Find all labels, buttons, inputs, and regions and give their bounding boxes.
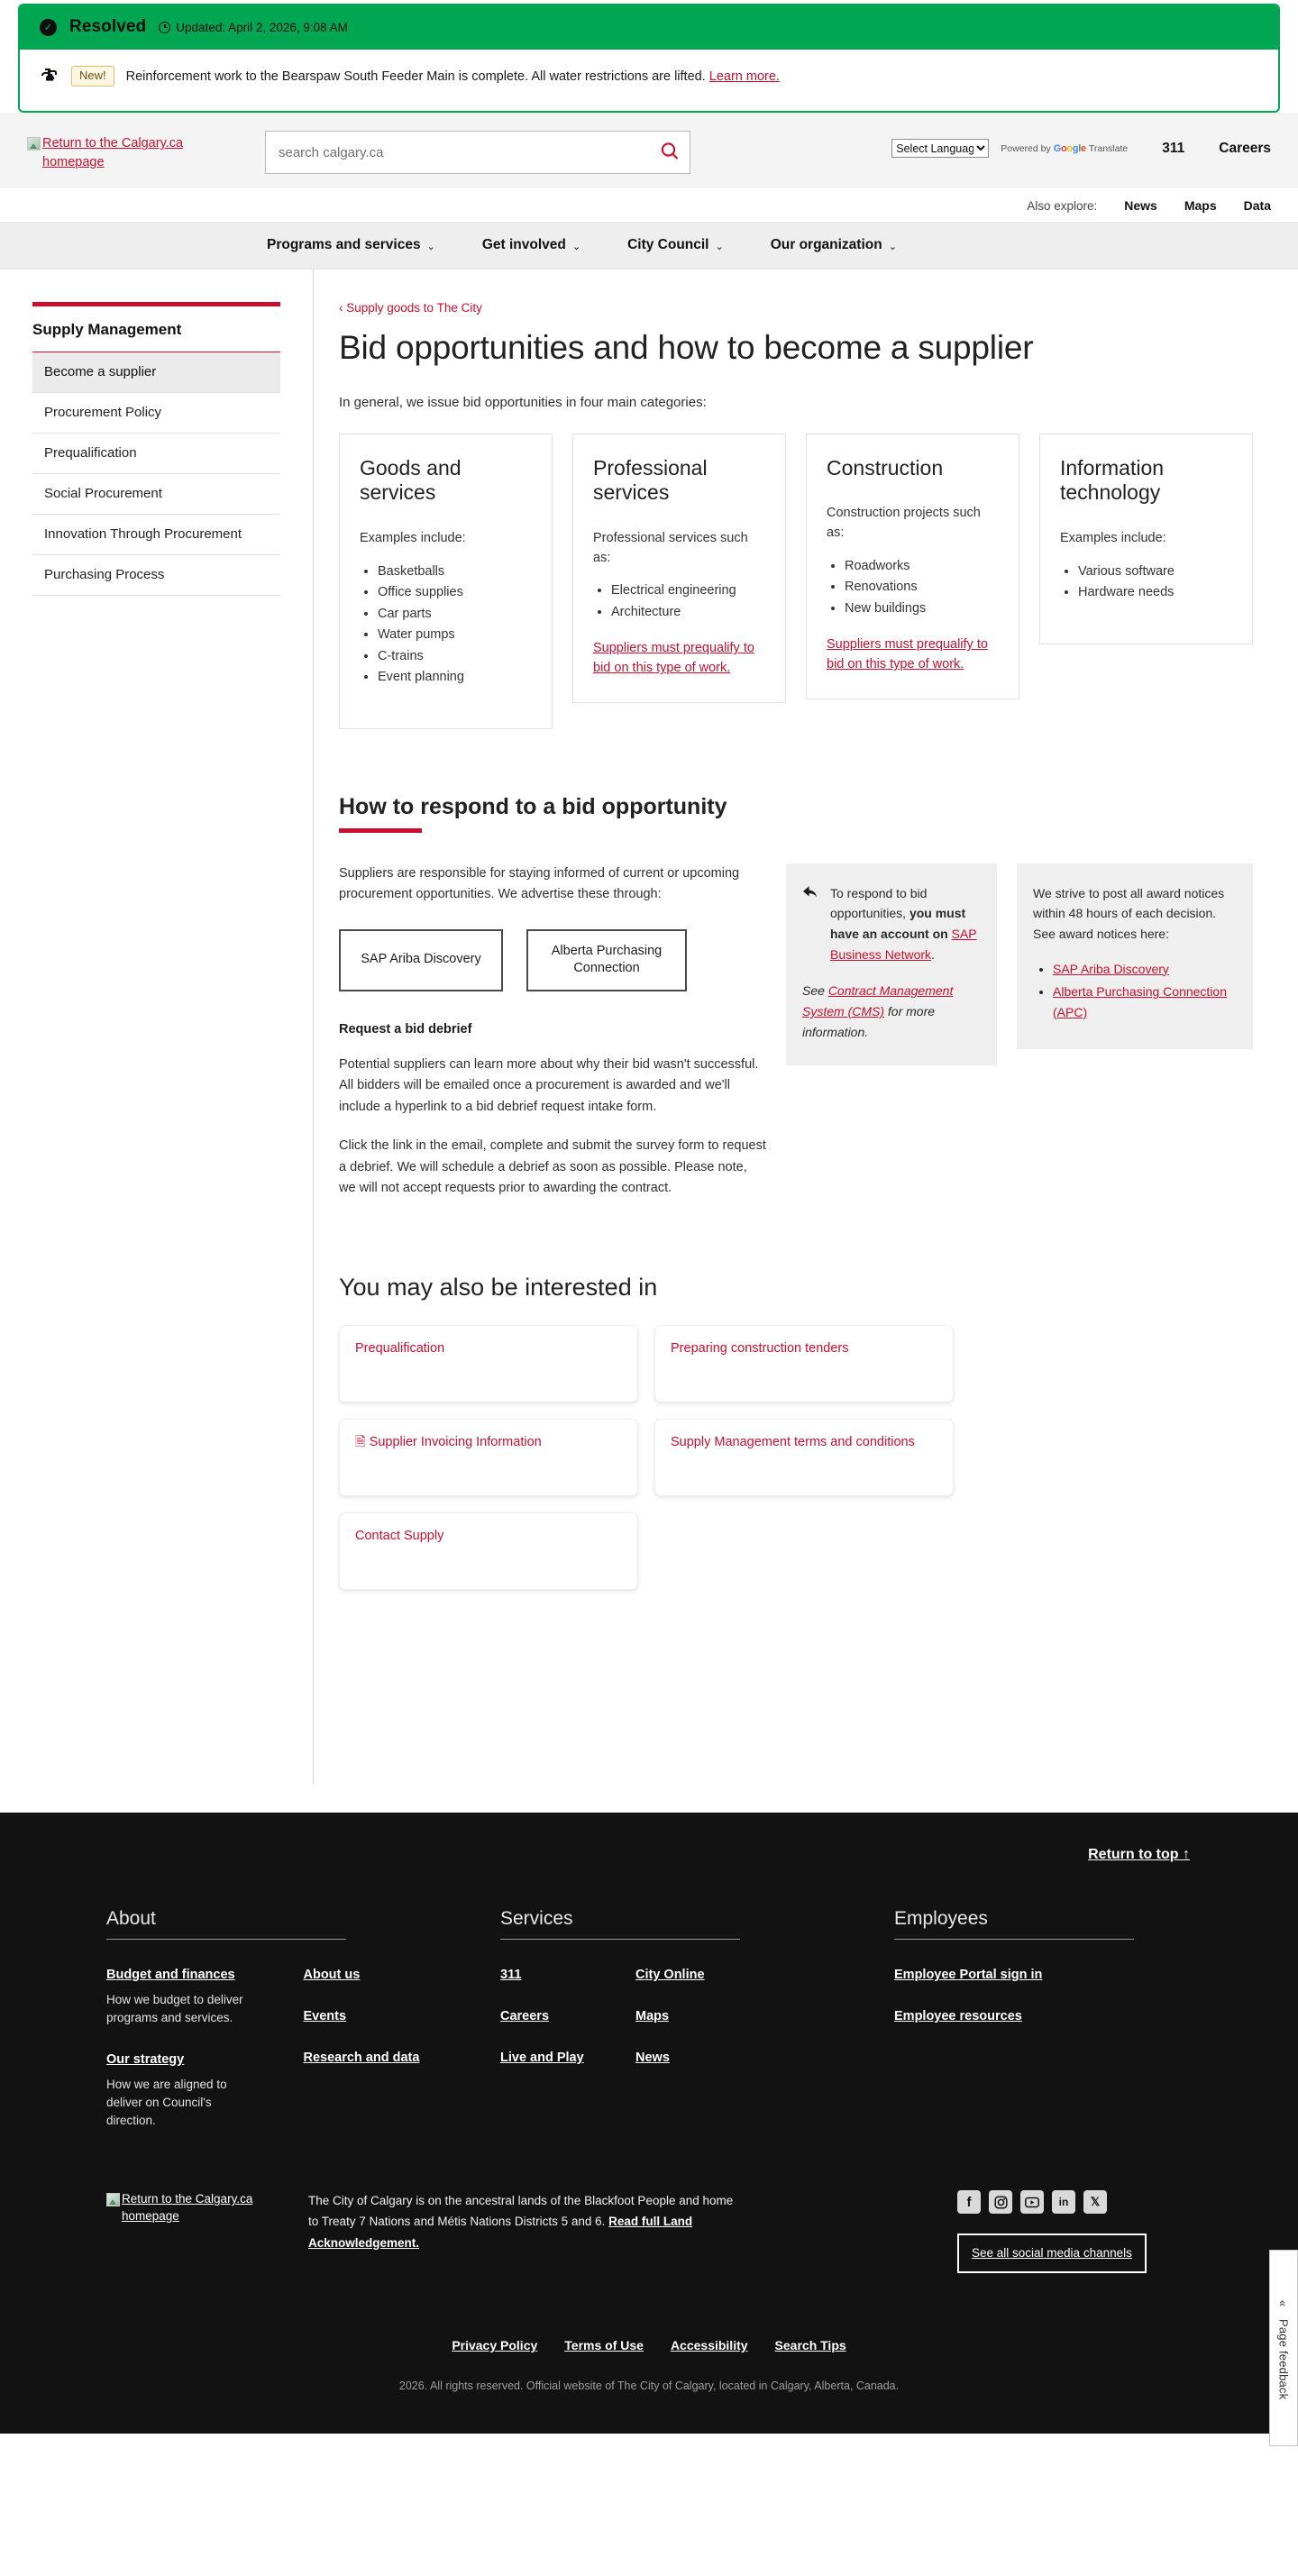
land-acknowledgement-link[interactable]: Read full Land Acknowledgement. bbox=[308, 2215, 693, 2250]
land-acknowledgement bbox=[296, 2190, 737, 2253]
footer-item bbox=[500, 2050, 635, 2066]
list-item: • Electrical engineering bbox=[611, 580, 767, 601]
footer-subcol-a bbox=[106, 1967, 304, 2154]
footer-logo-link[interactable] bbox=[106, 2190, 296, 2224]
translate-label: Translate bbox=[1088, 142, 1129, 154]
interested-heading: You may also be interested in bbox=[339, 1273, 658, 1301]
footer-link-desc: How we are aligned to deliver on Council's direction. bbox=[106, 2078, 227, 2127]
sidebar-title: Supply Management bbox=[32, 321, 182, 339]
list-item bbox=[1053, 959, 1235, 980]
pdf-file-icon: 🗎 bbox=[355, 1434, 366, 1449]
debrief-paragraph-2: Click the link in the email, complete and submit the survey form to request a debrief. We will schedule a debrief as soon as possible. Please note, we will not accept requests prior to awarding the contract. bbox=[339, 1138, 766, 1196]
footer-link-311[interactable]: 311 bbox=[500, 1968, 522, 1983]
main-content bbox=[314, 269, 1298, 1643]
google-logo: Google bbox=[1053, 142, 1086, 154]
footer-item bbox=[500, 2008, 635, 2024]
footer-link-our-strategy[interactable]: Our strategy bbox=[106, 2052, 185, 2068]
callout-award-notices bbox=[1017, 863, 1253, 1049]
tile-label: Contact Supply bbox=[355, 1528, 444, 1543]
chevron-down-icon: ⌄ bbox=[426, 241, 435, 252]
search-submit-button[interactable] bbox=[654, 136, 685, 169]
site-logo-alt-text: Return to the Calgary.ca homepage bbox=[42, 136, 184, 169]
list-item: • Event planning bbox=[378, 667, 534, 688]
sidebar-item-social-procurement[interactable] bbox=[32, 474, 280, 515]
footer-subcol-a bbox=[500, 1967, 635, 2091]
sidebar-item-label: Purchasing Process bbox=[44, 567, 165, 583]
x-twitter-icon[interactable]: 𝕏 bbox=[1083, 2190, 1107, 2214]
footer-link-careers[interactable]: Careers bbox=[500, 2009, 550, 2024]
category-list bbox=[1078, 562, 1234, 604]
return-to-top-link[interactable]: Return to top ↑ bbox=[1088, 1847, 1190, 1863]
category-lead: Examples include: bbox=[1060, 530, 1166, 545]
prequalify-link[interactable]: Suppliers must prequalify to bid on this type of work. bbox=[593, 641, 754, 676]
footer-link-events[interactable]: Events bbox=[303, 2009, 347, 2024]
page-feedback-tab[interactable] bbox=[1269, 2250, 1298, 2446]
footer-item bbox=[500, 1967, 635, 1983]
also-explore-bar bbox=[0, 188, 1298, 222]
footer-middle bbox=[0, 2154, 1298, 2273]
footer-links-employees bbox=[894, 1967, 1192, 2050]
footer-subcol-a bbox=[894, 1967, 1192, 2050]
legal-link-search-tips[interactable]: Search Tips bbox=[774, 2338, 846, 2353]
alert-updated bbox=[159, 21, 348, 34]
tile-label: Preparing construction tenders bbox=[671, 1340, 849, 1356]
broken-image-icon bbox=[27, 137, 41, 151]
callout-pre: To respond to bid opportunities, bbox=[830, 885, 928, 921]
sidebar-item-become-a-supplier[interactable] bbox=[32, 352, 280, 393]
footer-heading-about: About bbox=[106, 1908, 346, 1940]
chevron-down-icon: ⌄ bbox=[571, 241, 581, 252]
alert-message bbox=[126, 66, 780, 87]
alert-updated-text: Updated: April 2, 2026, 9:08 AM bbox=[176, 20, 348, 34]
sidebar-item-procurement-policy[interactable] bbox=[32, 393, 280, 434]
callout-bold: you must have an account on bbox=[830, 906, 966, 941]
see-all-social-button[interactable] bbox=[957, 2233, 1147, 2273]
category-list bbox=[611, 580, 767, 623]
main-navigation bbox=[0, 222, 1298, 269]
footer-social bbox=[957, 2190, 1192, 2273]
cms-link[interactable]: Contract Management System (CMS) bbox=[802, 983, 954, 1019]
double-chevron-icon: « bbox=[1276, 2299, 1291, 2307]
list-item bbox=[1053, 982, 1235, 1022]
page-feedback-label: Page feedback bbox=[1276, 2318, 1291, 2400]
chevron-down-icon: ⌄ bbox=[888, 241, 897, 252]
footer-link-employee-resources[interactable]: Employee resources bbox=[894, 2009, 1022, 2024]
nav-our-organization[interactable] bbox=[771, 237, 897, 253]
breadcrumb-label: Supply goods to The City bbox=[346, 301, 482, 315]
respond-section bbox=[339, 863, 1253, 1218]
header-link-311[interactable]: 311 bbox=[1162, 140, 1185, 156]
sidebar-item-innovation-through-procurement[interactable] bbox=[32, 515, 280, 555]
callout-text bbox=[830, 883, 979, 965]
footer-column-employees bbox=[894, 1908, 1192, 2154]
callout-cms-note bbox=[802, 981, 979, 1042]
nav-city-council[interactable] bbox=[627, 237, 724, 253]
tile-label: Supply Management terms and conditions bbox=[671, 1434, 915, 1449]
respond-intro: Suppliers are responsible for staying informed of current or upcoming procurement opportunities. We advertise these through: bbox=[339, 865, 740, 902]
tile-supply-management-terms-and-conditions[interactable] bbox=[654, 1419, 954, 1496]
category-card-goods-and-services bbox=[339, 434, 553, 729]
alert-banner-wrapper bbox=[0, 0, 1298, 113]
legal-link-privacy-policy[interactable]: Privacy Policy bbox=[452, 2338, 538, 2353]
site-header bbox=[0, 113, 1298, 188]
nav-label: Our organization bbox=[770, 237, 882, 253]
footer-columns bbox=[0, 1908, 1298, 2154]
footer-subcol-b bbox=[304, 1967, 501, 2154]
copyright-text: 2026. All rights reserved. Official website of The City of Calgary, located in Calgary, Alberta, Canada. bbox=[398, 2380, 900, 2393]
nav-label: City Council bbox=[627, 237, 709, 253]
footer-link-about-us[interactable]: About us bbox=[303, 1968, 361, 1983]
learn-more-link[interactable]: Learn more. bbox=[708, 69, 780, 84]
nav-label: Get involved bbox=[481, 237, 566, 253]
list-item: • Roadworks bbox=[845, 556, 1001, 577]
sidebar bbox=[0, 269, 314, 1784]
alert-header bbox=[20, 5, 1278, 50]
youtube-icon[interactable] bbox=[1020, 2190, 1044, 2214]
list-item: • Renovations bbox=[845, 577, 1001, 598]
sidebar-list bbox=[32, 352, 280, 596]
footer-link-city-online[interactable]: City Online bbox=[635, 1968, 705, 1983]
footer-item bbox=[304, 2008, 501, 2024]
chevron-down-icon: ⌄ bbox=[715, 241, 724, 252]
category-lead: Professional services such as: bbox=[593, 530, 748, 565]
sidebar-item-label: Procurement Policy bbox=[44, 405, 162, 421]
new-badge: New! bbox=[71, 66, 114, 87]
category-list bbox=[378, 562, 534, 689]
category-lead: Examples include: bbox=[360, 530, 466, 545]
award-text: We strive to post all award notices within 48 hours of each decision. See award notices here: bbox=[1033, 885, 1225, 941]
footer-subcol-b bbox=[635, 1967, 894, 2091]
footer-column-services bbox=[500, 1908, 894, 2154]
tile-label: Prequalification bbox=[355, 1340, 445, 1356]
list-item: • Architecture bbox=[611, 602, 767, 623]
also-explore-label: Also explore: bbox=[1027, 198, 1098, 213]
alert-banner bbox=[18, 4, 1280, 113]
facebook-icon[interactable]: f bbox=[957, 2190, 981, 2214]
alert-message-text: Reinforcement work to the Bearspaw South Feeder Main is complete. All water restrictions are lifted. bbox=[125, 69, 706, 84]
land-text: The City of Calgary is on the ancestral lands of the Blackfoot People and home to Treaty 7 Nations and Métis Nations Districts 5 and 6. bbox=[308, 2194, 734, 2229]
footer-legal-links bbox=[0, 2338, 1298, 2352]
debrief-paragraph-1: Potential suppliers can learn more about why their bid wasn't successful. All bidders will be emailed once a procurement is awarded and we'll include a hyperlink to a bid debrief request intake form. bbox=[339, 1056, 759, 1114]
breadcrumb[interactable]: ‹ Supply goods to The City bbox=[339, 301, 482, 315]
cms-post: for more information. bbox=[802, 1004, 936, 1039]
check-circle-icon: ✓ bbox=[40, 19, 57, 36]
list-item: • Office supplies bbox=[378, 582, 534, 603]
language-select[interactable] bbox=[891, 139, 989, 158]
category-lead: Construction projects such as: bbox=[827, 506, 981, 541]
footer-link-news[interactable]: News bbox=[635, 2051, 670, 2066]
respond-heading: How to respond to a bid opportunity bbox=[339, 793, 727, 819]
respond-section-header bbox=[339, 794, 1253, 833]
footer-heading-employees: Employees bbox=[894, 1908, 1134, 1940]
nav-programs-and-services[interactable] bbox=[267, 237, 435, 253]
category-title: Construction bbox=[827, 455, 944, 480]
sap-ariba-discovery-button[interactable]: SAP Ariba Discovery bbox=[339, 929, 503, 991]
sidebar-item-label: Social Procurement bbox=[44, 486, 162, 502]
linkedin-icon[interactable]: in bbox=[1052, 2190, 1075, 2214]
callout-account-required bbox=[786, 863, 997, 1066]
footer-item bbox=[106, 2051, 304, 2129]
see-all-social-link[interactable]: See all social media channels bbox=[972, 2246, 1132, 2261]
footer-link-research-and-data[interactable]: Research and data bbox=[303, 2051, 420, 2066]
social-icon-row bbox=[957, 2190, 1192, 2214]
category-card-information-technology bbox=[1039, 434, 1253, 644]
tile-supplier-invoicing-information[interactable] bbox=[339, 1419, 638, 1496]
interested-tiles bbox=[339, 1325, 1253, 1590]
water-tap-icon bbox=[40, 67, 59, 86]
sap-business-network-link[interactable]: SAP Business Network bbox=[830, 926, 977, 962]
footer-links-services bbox=[500, 1967, 894, 2091]
search-container bbox=[265, 131, 690, 174]
sidebar-item-purchasing-process[interactable] bbox=[32, 555, 280, 596]
award-link-sap-ariba[interactable]: SAP Ariba Discovery bbox=[1053, 961, 1169, 976]
category-list bbox=[845, 556, 1001, 619]
site-footer bbox=[0, 1813, 1298, 2434]
list-item: • Water pumps bbox=[378, 625, 534, 645]
powered-by-label: Powered by bbox=[1001, 142, 1051, 154]
list-item: • Car parts bbox=[378, 604, 534, 625]
list-item: • C-trains bbox=[378, 646, 534, 667]
tile-contact-supply[interactable] bbox=[339, 1512, 638, 1590]
footer-item bbox=[635, 2008, 894, 2024]
footer-column-about bbox=[106, 1908, 500, 2154]
debrief-heading: Request a bid debrief bbox=[339, 1021, 472, 1037]
footer-item bbox=[304, 2050, 501, 2066]
award-link-apc[interactable]: Alberta Purchasing Connection (APC) bbox=[1053, 984, 1228, 1019]
heading-underline bbox=[339, 828, 422, 833]
footer-link-maps[interactable]: Maps bbox=[635, 2009, 670, 2024]
footer-item bbox=[304, 1967, 501, 1983]
page-title: Bid opportunities and how to become a supplier bbox=[339, 329, 1034, 367]
footer-links-about bbox=[106, 1967, 500, 2154]
category-title: Goods and services bbox=[360, 455, 462, 505]
clock-icon bbox=[159, 22, 170, 33]
footer-item bbox=[635, 2050, 894, 2066]
also-explore-maps[interactable]: Maps bbox=[1184, 198, 1217, 214]
callout-inner bbox=[802, 883, 979, 965]
nav-label: Programs and services bbox=[267, 237, 421, 253]
legal-link-accessibility[interactable]: Accessibility bbox=[670, 2338, 748, 2353]
broken-image-icon bbox=[106, 2193, 120, 2206]
tile-preparing-construction-tenders[interactable] bbox=[654, 1325, 954, 1402]
award-links-list bbox=[1053, 959, 1235, 1023]
footer-link-live-and-play[interactable]: Live and Play bbox=[500, 2051, 584, 2066]
reply-arrow-icon bbox=[802, 885, 819, 907]
nav-get-involved[interactable] bbox=[482, 237, 580, 253]
tile-prequalification[interactable] bbox=[339, 1325, 638, 1402]
category-title: Professional services bbox=[593, 455, 708, 505]
return-to-top-wrapper bbox=[0, 1847, 1298, 1863]
footer-item bbox=[894, 1967, 1192, 1983]
legal-link-terms-of-use[interactable]: Terms of Use bbox=[564, 2338, 644, 2353]
page-body bbox=[0, 269, 1298, 1784]
footer-item bbox=[106, 1967, 304, 2026]
respond-left-column bbox=[339, 863, 766, 1218]
respond-button-row bbox=[339, 929, 766, 991]
footer-heading-services: Services bbox=[500, 1908, 740, 1940]
also-explore-data[interactable]: Data bbox=[1243, 198, 1271, 214]
sidebar-item-prequalification[interactable] bbox=[32, 434, 280, 474]
header-link-careers[interactable]: Careers bbox=[1219, 140, 1271, 156]
category-card-professional-services bbox=[572, 434, 786, 703]
list-item: • Basketballs bbox=[378, 562, 534, 582]
footer-item bbox=[894, 2008, 1192, 2024]
cms-pre: See bbox=[802, 983, 828, 999]
header-utility-area bbox=[891, 129, 1271, 158]
search-input[interactable] bbox=[265, 131, 690, 174]
list-item: • New buildings bbox=[845, 598, 1001, 619]
prequalify-link[interactable]: Suppliers must prequalify to bid on this type of work. bbox=[827, 637, 988, 672]
footer-link-budget-and-finances[interactable]: Budget and finances bbox=[106, 1968, 235, 1983]
alert-body bbox=[20, 50, 1278, 111]
footer-logo-alt-text: Return to the Calgary.ca homepage bbox=[122, 2192, 253, 2224]
callout-post: . bbox=[931, 946, 935, 962]
list-item: • Hardware needs bbox=[1078, 582, 1234, 603]
sidebar-top-rule bbox=[32, 302, 280, 306]
alberta-purchasing-connection-button[interactable]: Alberta Purchasing Connection bbox=[526, 929, 687, 991]
alert-status: Resolved bbox=[69, 17, 147, 36]
instagram-icon[interactable] bbox=[989, 2190, 1012, 2214]
tile-label: Supplier Invoicing Information bbox=[369, 1434, 542, 1449]
also-explore-news[interactable]: News bbox=[1124, 198, 1157, 214]
category-card-construction bbox=[806, 434, 1019, 699]
sidebar-item-label: Prequalification bbox=[44, 445, 137, 461]
sidebar-item-label: Become a supplier bbox=[44, 364, 157, 380]
footer-link-employee-portal-sign-in[interactable]: Employee Portal sign in bbox=[894, 1968, 1043, 1983]
site-logo-link[interactable] bbox=[27, 129, 252, 171]
intro-paragraph: In general, we issue bid opportunities in four main categories: bbox=[339, 394, 707, 410]
footer-item bbox=[635, 1967, 894, 1983]
category-card-grid bbox=[339, 434, 1253, 729]
category-title: Information technology bbox=[1060, 455, 1165, 505]
google-translate-attribution bbox=[1001, 143, 1128, 154]
footer-link-desc: How we budget to deliver programs and services. bbox=[106, 1993, 243, 2024]
list-item: • Various software bbox=[1078, 562, 1234, 582]
sidebar-item-label: Innovation Through Procurement bbox=[44, 526, 242, 543]
